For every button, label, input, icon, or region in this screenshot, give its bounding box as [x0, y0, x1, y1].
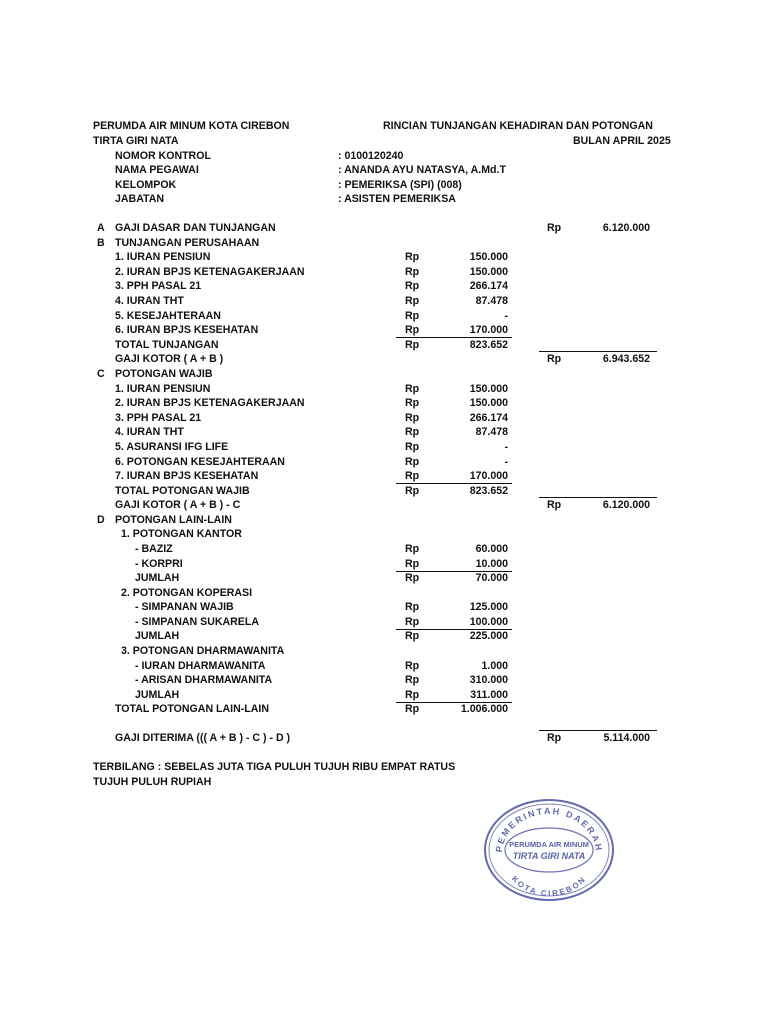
salary-row: [0, 660, 768, 674]
amount-value: 87.478: [475, 295, 508, 307]
row-label: - SIMPANAN WAJIB: [135, 601, 234, 613]
row-label: - BAZIZ: [135, 543, 173, 555]
currency-label: Rp: [405, 339, 420, 351]
total-overline: [539, 351, 657, 352]
salary-row: [0, 222, 768, 236]
row-label: TOTAL TUNJANGAN: [115, 339, 219, 351]
salary-row: [0, 310, 768, 324]
currency-label: Rp: [405, 295, 420, 307]
amount-value: -: [504, 310, 508, 322]
row-label: 1. POTONGAN KANTOR: [121, 528, 242, 540]
amount-value: 170.000: [469, 470, 508, 482]
currency-label: Rp: [405, 674, 420, 686]
amount-value: 170.000: [469, 324, 508, 336]
salary-row: [0, 456, 768, 470]
salary-row: [0, 251, 768, 265]
row-label: 3. PPH PASAL 21: [115, 412, 202, 424]
row-label: - SIMPANAN SUKARELA: [135, 616, 259, 628]
currency-label: Rp: [405, 689, 420, 701]
terbilang-line-2: TUJUH PULUH RUPIAH: [93, 776, 212, 788]
section-code: C: [97, 368, 105, 380]
salary-row: [0, 266, 768, 280]
currency-label: Rp: [405, 251, 420, 263]
salary-row: [0, 397, 768, 411]
total-amount-value: 6.943.652: [602, 353, 650, 365]
row-label: JUMLAH: [135, 572, 180, 584]
currency-label: Rp: [547, 222, 562, 234]
row-label: 2. IURAN BPJS KETENAGAKERJAAN: [115, 266, 305, 278]
total-amount-value: 6.120.000: [602, 499, 650, 511]
salary-row: [0, 558, 768, 572]
salary-row: [0, 630, 768, 644]
amount-value: 225.000: [469, 630, 508, 642]
amount-value: 10.000: [475, 558, 508, 570]
currency-label: Rp: [405, 630, 420, 642]
row-label: 4. IURAN THT: [115, 295, 184, 307]
salary-row: [0, 732, 768, 746]
total-overline: [539, 730, 657, 731]
amount-value: 823.652: [469, 485, 508, 497]
salary-row: [0, 528, 768, 542]
salary-row: [0, 280, 768, 294]
salary-row: [0, 514, 768, 528]
row-label: 5. KESEJAHTERAAN: [115, 310, 221, 322]
row-label: GAJI DITERIMA ((( A + B ) - C ) - D ): [115, 732, 291, 744]
amount-value: 150.000: [469, 383, 508, 395]
salary-row: [0, 368, 768, 382]
amount-value: 125.000: [469, 601, 508, 613]
company-name: PERUMDA AIR MINUM KOTA CIREBON: [93, 120, 290, 132]
row-label: 1. IURAN PENSIUN: [115, 251, 211, 263]
amount-value: 1.000: [481, 660, 508, 672]
company-stamp: [482, 798, 616, 902]
total-amount-value: 5.114.000: [603, 732, 650, 744]
document-title: RINCIAN TUNJANGAN KEHADIRAN DAN POTONGAN: [383, 120, 653, 132]
currency-label: Rp: [547, 353, 562, 365]
amount-value: 1.006.000: [460, 703, 508, 715]
salary-row: [0, 587, 768, 601]
subtotal-underline: [396, 483, 512, 484]
row-label: TOTAL POTONGAN WAJIB: [115, 485, 250, 497]
subtotal-underline: [396, 337, 512, 338]
currency-label: Rp: [405, 397, 420, 409]
row-label: 1. IURAN PENSIUN: [115, 383, 211, 395]
currency-label: Rp: [405, 485, 420, 497]
salary-row: [0, 441, 768, 455]
employee-label-jabatan: JABATAN: [115, 193, 165, 205]
employee-label-kelompok: KELOMPOK: [115, 179, 177, 191]
salary-row: [0, 412, 768, 426]
salary-row: [0, 383, 768, 397]
row-label: 4. IURAN THT: [115, 426, 184, 438]
section-code: D: [97, 514, 105, 526]
employee-label-nomor: NOMOR KONTROL: [115, 150, 211, 162]
employee-value-kelompok: : PEMERIKSA (SPI) (008): [338, 179, 462, 191]
row-label: 3. PPH PASAL 21: [115, 280, 202, 292]
row-label: - ARISAN DHARMAWANITA: [135, 674, 273, 686]
row-label: 3. POTONGAN DHARMAWANITA: [121, 645, 285, 657]
row-label: 6. POTONGAN KESEJAHTERAAN: [115, 456, 285, 468]
row-label: - IURAN DHARMAWANITA: [135, 660, 266, 672]
company-subname: TIRTA GIRI NATA: [93, 135, 179, 147]
section-code: A: [97, 222, 105, 234]
currency-label: Rp: [405, 660, 420, 672]
amount-value: 150.000: [469, 266, 508, 278]
row-label: - KORPRI: [135, 558, 183, 570]
currency-label: Rp: [405, 558, 420, 570]
salary-row: [0, 324, 768, 338]
amount-value: 70.000: [475, 572, 508, 584]
employee-value-jabatan: : ASISTEN PEMERIKSA: [338, 193, 456, 205]
salary-row: [0, 499, 768, 513]
amount-value: 266.174: [469, 280, 508, 292]
salary-row: [0, 572, 768, 586]
amount-value: -: [504, 441, 508, 453]
currency-label: Rp: [547, 732, 562, 744]
amount-value: 60.000: [475, 543, 508, 555]
row-label: 2. POTONGAN KOPERASI: [121, 587, 253, 599]
currency-label: Rp: [405, 280, 420, 292]
terbilang-line-1: TERBILANG : SEBELAS JUTA TIGA PULUH TUJUH RIBU EMPAT RATUS: [93, 761, 456, 773]
salary-row: [0, 689, 768, 703]
salary-row: [0, 426, 768, 440]
currency-label: Rp: [405, 703, 420, 715]
currency-label: Rp: [405, 441, 420, 453]
row-label: 6. IURAN BPJS KESEHATAN: [115, 324, 259, 336]
salary-row: [0, 645, 768, 659]
stamp-inner-line-2: TIRTA GIRI NATA: [512, 851, 586, 861]
currency-label: Rp: [405, 616, 420, 628]
currency-label: Rp: [547, 499, 562, 511]
currency-label: Rp: [405, 426, 420, 438]
amount-value: 823.652: [469, 339, 508, 351]
row-label: GAJI KOTOR ( A + B ): [115, 353, 224, 365]
currency-label: Rp: [405, 601, 420, 613]
row-label: TOTAL POTONGAN LAIN-LAIN: [115, 703, 269, 715]
employee-value-nomor: : 0100120240: [338, 150, 404, 162]
employee-label-nama: NAMA PEGAWAI: [115, 164, 199, 176]
row-label: JUMLAH: [135, 689, 180, 701]
amount-value: 150.000: [469, 251, 508, 263]
currency-label: Rp: [405, 572, 420, 584]
salary-row: [0, 470, 768, 484]
total-overline: [539, 497, 657, 498]
row-label: GAJI DASAR DAN TUNJANGAN: [115, 222, 276, 234]
amount-value: -: [504, 456, 508, 468]
row-label: 2. IURAN BPJS KETENAGAKERJAAN: [115, 397, 305, 409]
currency-label: Rp: [405, 383, 420, 395]
currency-label: Rp: [405, 543, 420, 555]
salary-row: [0, 703, 768, 717]
currency-label: Rp: [405, 324, 420, 336]
salary-row: [0, 674, 768, 688]
period-label: BULAN APRIL 2025: [573, 135, 671, 147]
amount-value: 310.000: [469, 674, 508, 686]
salary-row: [0, 543, 768, 557]
currency-label: Rp: [405, 266, 420, 278]
total-amount-value: 6.120.000: [602, 222, 650, 234]
salary-row: [0, 353, 768, 367]
section-code: B: [97, 237, 105, 249]
salary-row: [0, 616, 768, 630]
amount-value: 266.174: [469, 412, 508, 424]
row-label: POTONGAN LAIN-LAIN: [115, 514, 232, 526]
amount-value: 100.000: [469, 616, 508, 628]
row-label: 5. ASURANSI IFG LIFE: [115, 441, 229, 453]
stamp-bottom-text: KOTA CIREBON: [509, 874, 589, 899]
stamp-top-text: PEMERINTAH DAERAH: [493, 805, 605, 853]
currency-label: Rp: [405, 456, 420, 468]
employee-value-nama: : ANANDA AYU NATASYA, A.Md.T: [338, 164, 506, 176]
row-label: 7. IURAN BPJS KESEHATAN: [115, 470, 259, 482]
row-label: TUNJANGAN PERUSAHAAN: [115, 237, 260, 249]
salary-row: [0, 295, 768, 309]
stamp-inner-line-1: PERUMDA AIR MINUM: [509, 840, 589, 849]
currency-label: Rp: [405, 470, 420, 482]
salary-row: [0, 237, 768, 251]
salary-row: [0, 601, 768, 615]
row-label: JUMLAH: [135, 630, 180, 642]
amount-value: 311.000: [470, 689, 508, 701]
amount-value: 87.478: [475, 426, 508, 438]
currency-label: Rp: [405, 412, 420, 424]
row-label: POTONGAN WAJIB: [115, 368, 213, 380]
currency-label: Rp: [405, 310, 420, 322]
row-label: GAJI KOTOR ( A + B ) - C: [115, 499, 241, 511]
amount-value: 150.000: [469, 397, 508, 409]
